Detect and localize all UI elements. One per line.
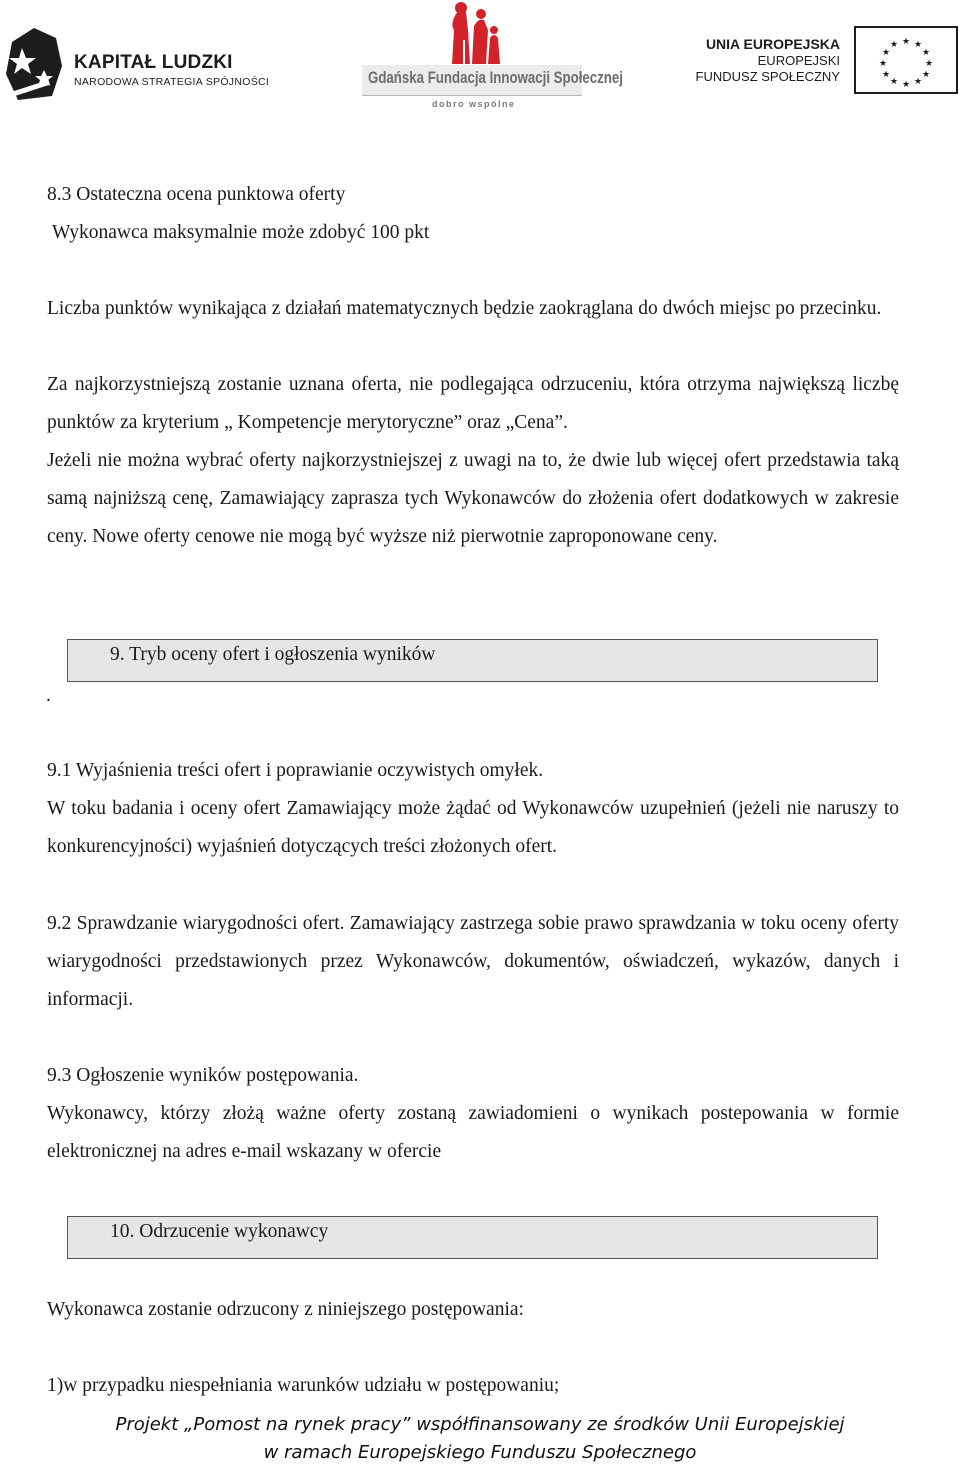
section-9-3-body: Wykonawcy, którzy złożą ważne oferty zostaną zawiadomieni o wynikach postepowania w formie elektronicznej na adres e-mail wskazany w ofercie	[47, 1103, 899, 1162]
svg-text:★: ★	[924, 59, 934, 69]
stray-dot: .	[46, 685, 51, 706]
kapital-ludzki-title: KAPITAŁ LUDZKI	[74, 52, 233, 73]
people-figures-icon	[444, 0, 504, 66]
svg-text:★: ★	[889, 77, 899, 87]
kapital-ludzki-subtitle: NARODOWA STRATEGIA SPÓJNOŚCI	[74, 76, 270, 88]
gdanska-fundacja-name: Gdańska Fundacja Innowacji Społecznej	[368, 68, 623, 87]
svg-text:★: ★	[878, 59, 888, 69]
section-10-heading-box	[67, 1216, 878, 1259]
section-8-3-best-offer: Za najkorzystniejszą zostanie uznana oferta, nie podlegająca odrzuceniu, która otrzyma największą liczbę punktów za kryterium „ Kompetencje merytoryczne” oraz „Cena”.	[47, 374, 899, 433]
section-9-1-title: 9.1 Wyjaśnienia treści ofert i poprawianie oczywistych omyłek.	[47, 760, 544, 781]
svg-text:★: ★	[913, 77, 923, 87]
footer-line-2: w ramach Europejskiego Funduszu Społecznego	[263, 1442, 697, 1463]
section-8-3-title: 8.3 Ostateczna ocena punktowa oferty	[47, 184, 346, 205]
svg-text:★: ★	[881, 70, 891, 80]
gdanska-fundacja-tagline: dobro wspólne	[432, 99, 516, 109]
section-8-3-max-points: Wykonawca maksymalnie może zdobyć 100 pkt	[52, 222, 430, 243]
section-9-heading-box	[67, 639, 878, 682]
eu-stars-icon	[856, 28, 956, 92]
gdanska-fundacja-logo	[360, 0, 623, 115]
svg-text:★: ★	[921, 70, 931, 80]
section-10-heading: 10. Odrzucenie wykonawcy	[110, 1221, 329, 1242]
section-10-intro: Wykonawca zostanie odrzucony z niniejszego postępowania:	[47, 1299, 524, 1320]
svg-text:★: ★	[881, 48, 891, 58]
eu-logo	[690, 26, 958, 98]
svg-text:★: ★	[921, 48, 931, 58]
section-9-3-title: 9.3 Ogłoszenie wyników postępowania.	[47, 1065, 359, 1086]
eu-line-3: FUNDUSZ SPOŁECZNY	[695, 69, 840, 84]
svg-text:★: ★	[901, 37, 911, 47]
kapital-ludzki-emblem-icon	[4, 26, 64, 104]
section-8-3-rounding: Liczba punktów wynikająca z działań matematycznych będzie zaokrąglana do dwóch miejsc po przecinku.	[47, 298, 882, 319]
eu-line-1: UNIA EUROPEJSKA	[705, 36, 840, 52]
kapital-ludzki-logo	[4, 26, 270, 104]
svg-text:★: ★	[901, 80, 911, 90]
section-9-2-body: 9.2 Sprawdzanie wiarygodności ofert. Zamawiający zastrzega sobie prawo sprawdzania w toku oceny oferty wiarygodności przedstawionych przez Wykonawców, dokumentów, oświadczeń, wykazów, danych i informacji.	[47, 913, 899, 1010]
section-10-item-1: 1)w przypadku niespełniania warunków udziału w postępowaniu;	[47, 1375, 560, 1396]
section-9-heading: 9. Tryb oceny ofert i ogłoszenia wyników	[110, 644, 436, 665]
eu-flag-icon	[854, 26, 958, 94]
section-8-3-tie-rule: Jeżeli nie można wybrać oferty najkorzystniejszej z uwagi na to, że dwie lub więcej ofert przedstawia taką samą najniższą cenę, Zamawiający zaprasza tych Wykonawców do złożenia ofert dodatkowych w zakresie ceny. Nowe oferty cenowe nie mogą być wyższe niż pierwotnie zaproponowane ceny.	[47, 450, 899, 547]
eu-line-2: EUROPEJSKI	[757, 53, 840, 68]
section-9-1-body: W toku badania i oceny ofert Zamawiający może żądać od Wykonawców uzupełnień (jeżeli nie naruszy to konkurencyjności) wyjaśnień dotyczących treści złożonych ofert.	[47, 798, 899, 857]
footer-line-1: Projekt „Pomost na rynek pracy” współfinansowany ze środków Unii Europejskiej	[115, 1414, 845, 1435]
svg-text:★: ★	[889, 40, 899, 50]
svg-text:★: ★	[913, 40, 923, 50]
